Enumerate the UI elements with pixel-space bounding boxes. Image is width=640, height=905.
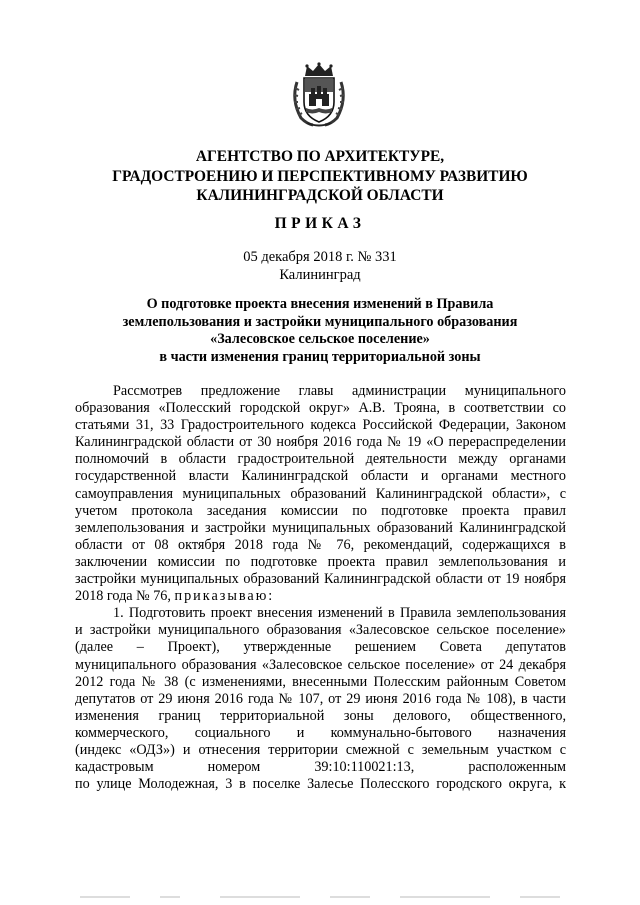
body-line: землепользования и застройки муниципальных образований Калининградской: [75, 519, 566, 536]
body-line: государственной власти Калининградской области и органами местного: [75, 468, 566, 485]
body-line: кадастровым номером 39:10:110021:13, расположенным: [75, 759, 566, 776]
body-line: Калининградской области от 30 ноября 2016 года № 19 «О перераспределении: [75, 434, 566, 451]
body-line: по улице Молодежная, 3 в поселке Залесье Полесского городского округа, к: [75, 776, 566, 793]
kaliningrad-coat-of-arms-icon: [289, 62, 349, 128]
body-line: застройки муниципальных образований Калининградской области от 19 ноября: [75, 571, 566, 588]
body-line: учетом протокола заседания комиссии по подготовке проекта правил: [75, 502, 566, 519]
document-body: [75, 383, 566, 793]
body-line: 2018 года № 76,: [75, 588, 171, 605]
city: Калининград: [279, 267, 361, 283]
subject-line-2: землепользования и застройки муниципального образования: [122, 313, 518, 330]
subject-line-1: О подготовке проекта внесения изменений в Правила: [146, 296, 494, 312]
scan-artifact-line: [70, 896, 570, 899]
document-subject: [75, 296, 565, 366]
body-line: самоуправления муниципальных образований Калининградской области», с: [75, 485, 566, 502]
date-and-number-block: [75, 248, 565, 284]
body-line: заключении комиссии по подготовке проекта правил землепользования и: [75, 553, 566, 570]
order-word: приказываю:: [174, 588, 275, 605]
body-line: 1. Подготовить проект внесения изменений в Правила землепользования: [113, 605, 566, 622]
subject-line-4: в части изменения границ территориальной зоны: [159, 348, 481, 365]
body-line: Рассмотрев предложение главы администрации муниципального: [113, 383, 566, 399]
subject-line-3: «Залесовское сельское поселение»: [210, 331, 430, 347]
body-line: (индекс «ОДЗ») и отнесения территории смежной с земельным участком с: [75, 741, 566, 758]
body-line: области от 08 октября 2018 года № 76, рекомендаций, содержащихся в: [75, 536, 566, 553]
date-number: 05 декабря 2018 г. № 331: [243, 249, 397, 265]
body-line: и застройки муниципального образования «Залесовское сельское поселение»: [75, 622, 566, 639]
body-line: 2012 года № 38 (с изменениями, внесенными Полесским районным Советом: [75, 673, 566, 690]
body-line: депутатов от 29 июня 2016 года № 107, от 29 июня 2016 года № 108), в части: [75, 690, 566, 707]
body-line-with-order: [75, 588, 566, 605]
body-line: коммерческого, социального и коммунально-бытового назначения: [75, 724, 566, 741]
body-line: муниципального образования «Залесовское сельское поселение» от 24 декабря: [75, 656, 566, 673]
body-line: образования «Полесский городской округ» А.В. Трояна, в соответствии со: [75, 400, 566, 417]
body-line: статьями 31, 33 Градостроительного кодекса Российской Федерации, Законом: [75, 417, 566, 434]
document-type-title: ПРИКАЗ: [274, 215, 366, 232]
body-line: изменения границ территориальной зоны делового, общественного,: [75, 707, 566, 724]
body-line: (далее – Проект), утвержденные решением Совета депутатов: [75, 639, 566, 656]
agency-line-3: КАЛИНИНГРАДСКОЙ ОБЛАСТИ: [196, 187, 444, 204]
agency-line-1: АГЕНТСТВО ПО АРХИТЕКТУРЕ,: [195, 148, 445, 165]
agency-name: [75, 147, 565, 206]
agency-line-2: ГРАДОСТРОЕНИЮ И ПЕРСПЕКТИВНОМУ РАЗВИТИЮ: [112, 167, 528, 185]
body-line: полномочий в области градостроительной деятельности между органами: [75, 451, 566, 468]
